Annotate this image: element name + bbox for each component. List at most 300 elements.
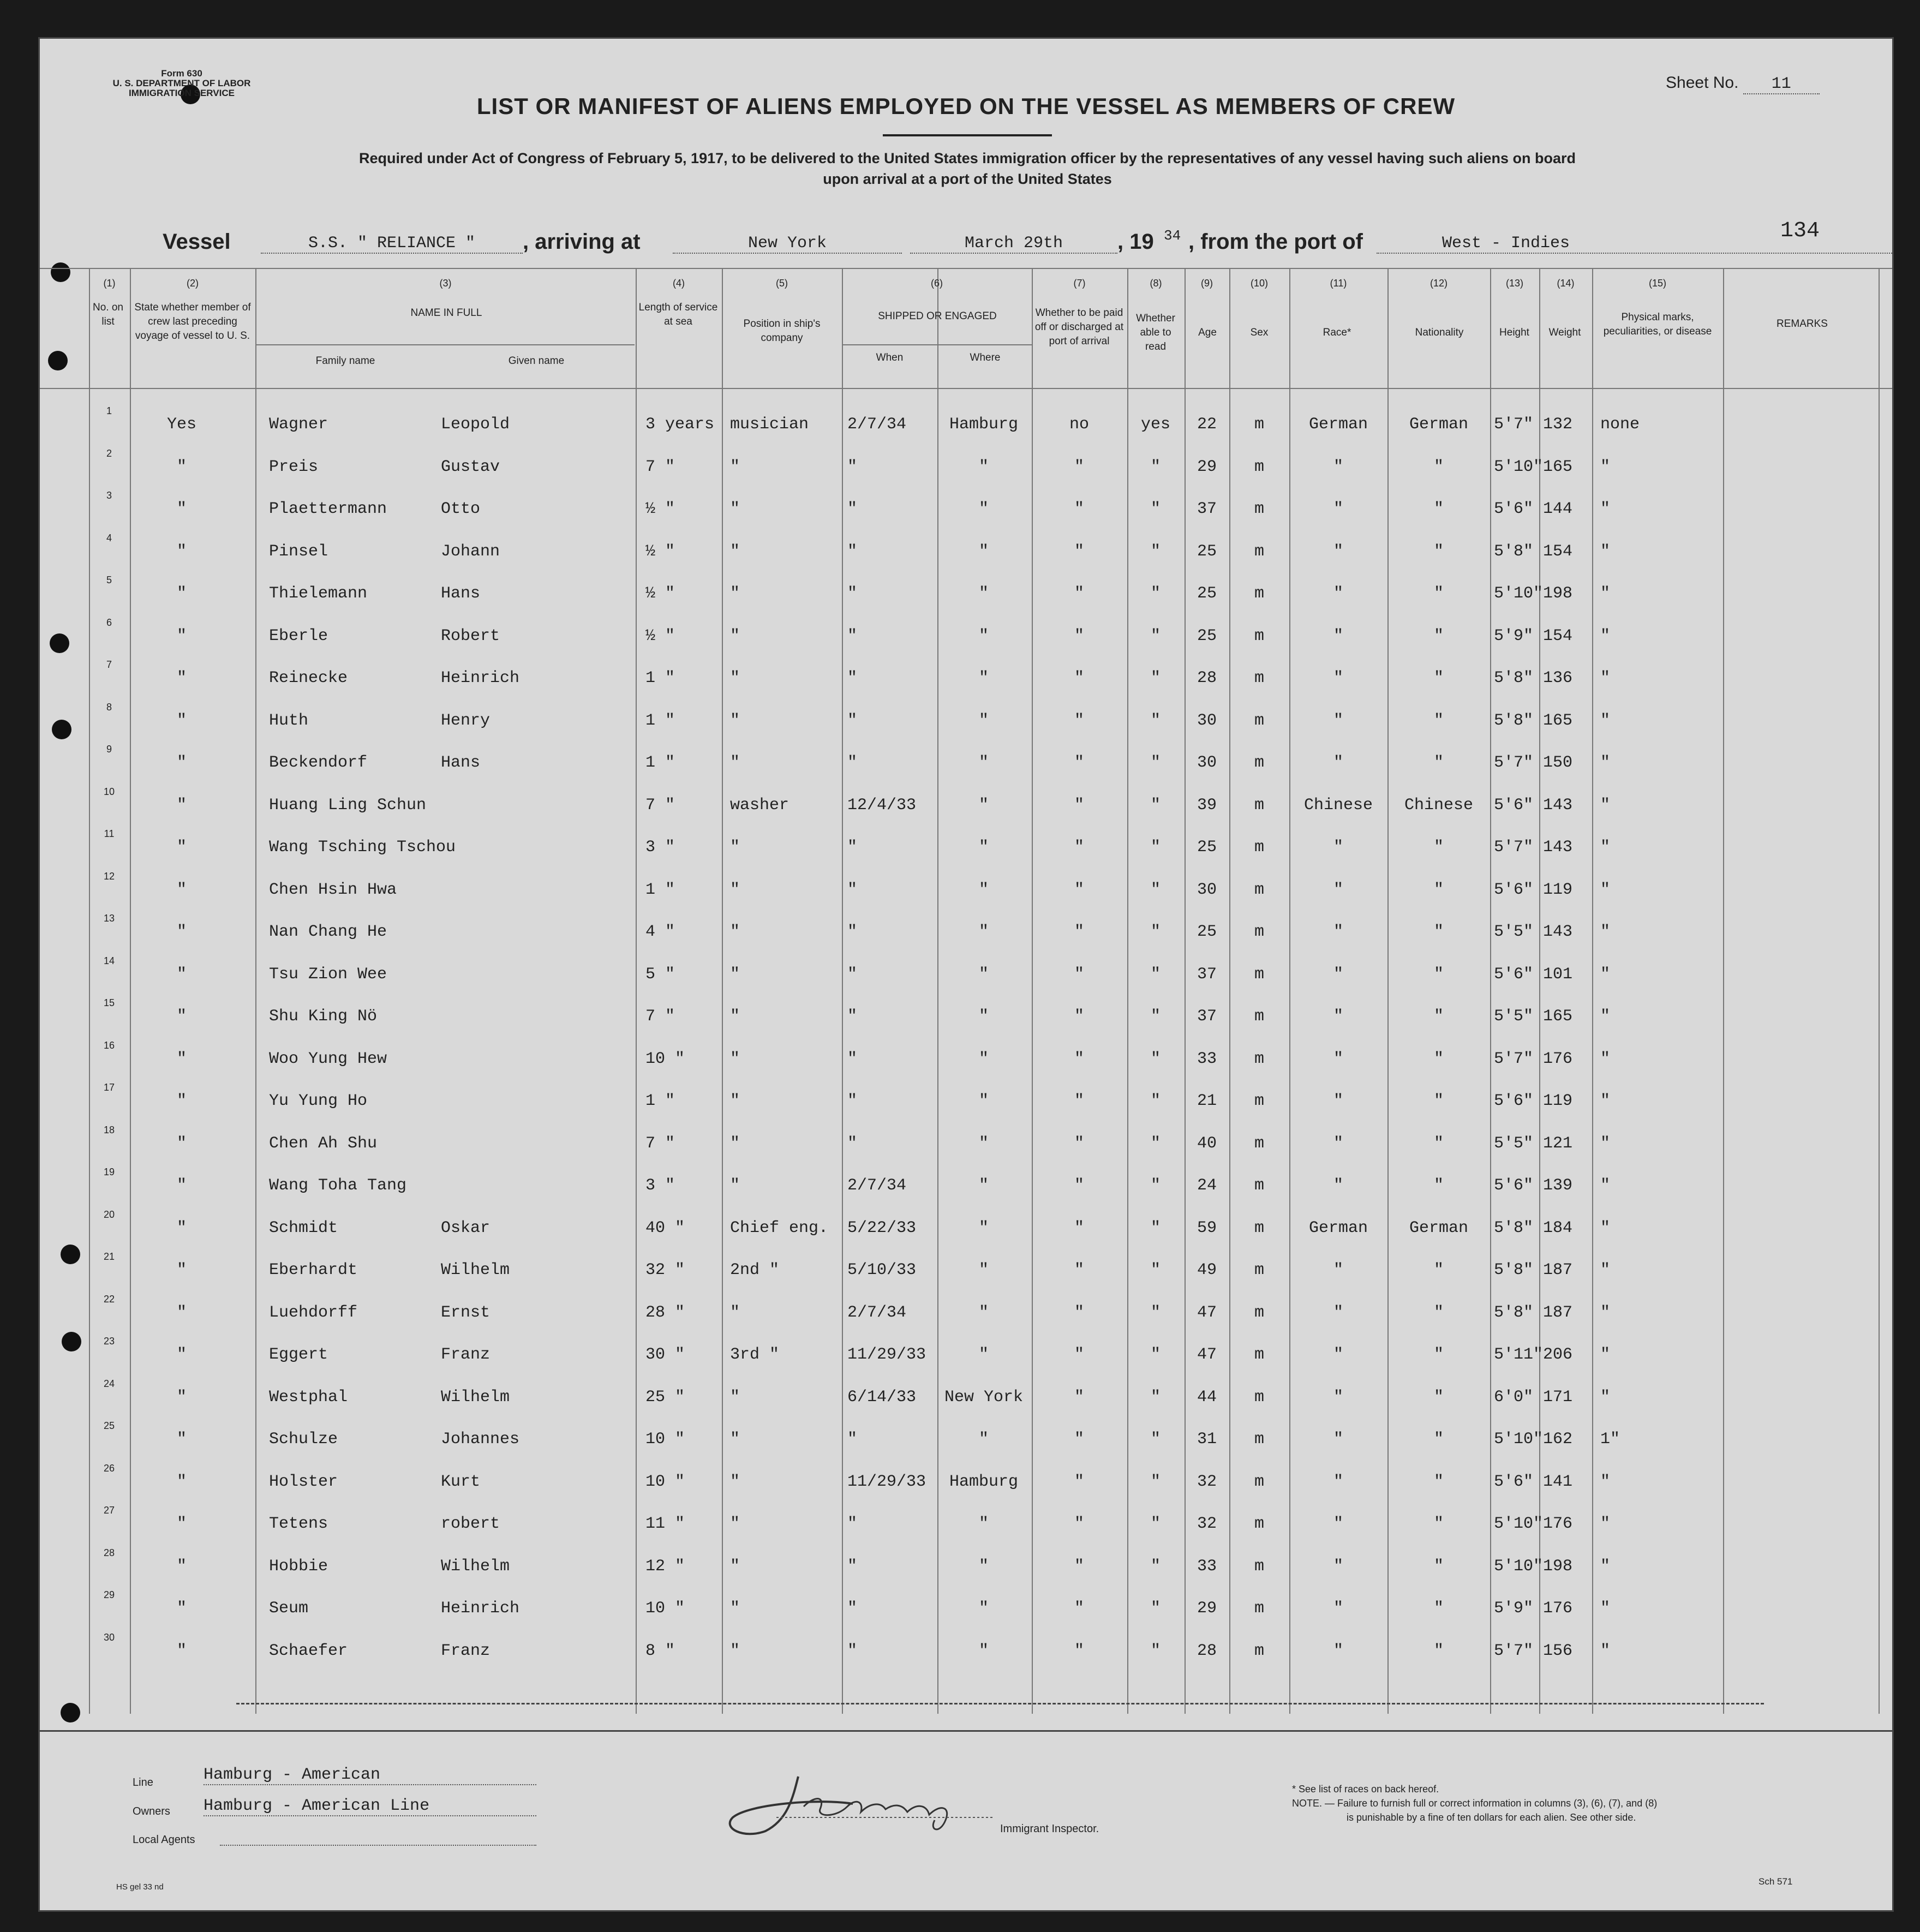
column-divider [255,268,256,1714]
cell-height: 5'10" [1494,457,1544,476]
cell-prev-voyage: " [176,1134,187,1153]
cell-sex: m [1254,1007,1264,1026]
cell-position: " [730,584,740,603]
column-divider [937,268,938,1714]
cell-weight: 165 [1543,711,1573,730]
cell-length-of-service: 1 " [645,1092,675,1110]
row-number: 1 [106,405,112,416]
column-number: (13) [1505,278,1523,289]
cell-height: 5'6" [1494,500,1534,518]
note-line-1: NOTE. — Failure to furnish full or correct information in columns (3), (6), (7), and (8) [1292,1798,1658,1809]
cell-age: 24 [1197,1176,1217,1195]
column-divider [1387,268,1389,1714]
cell-height: 5'8" [1494,1218,1534,1237]
cell-paid-off: " [1074,1515,1084,1533]
row-divider [40,388,1892,389]
punch-hole [52,720,71,739]
cell-shipped-where: " [978,1641,989,1660]
column-number: (9) [1201,278,1213,289]
cell-physical-marks: none [1600,415,1640,434]
row-number: 23 [103,1336,115,1347]
cell-able-to-read: " [1150,669,1161,687]
cell-prev-voyage: " [176,753,187,772]
cell-height: 5'6" [1494,795,1534,815]
cell-position: " [730,1641,740,1660]
row-number: 26 [103,1462,115,1474]
cell-given-name: Franz [441,1345,491,1364]
cell-race: " [1333,542,1343,561]
cell-given-name: Hans [441,753,481,772]
cell-paid-off: " [1074,1641,1084,1660]
cell-length-of-service: 7 " [645,1134,675,1153]
cell-nationality: German [1409,1218,1469,1237]
end-of-list-line [236,1703,1764,1704]
row-number: 7 [106,659,112,670]
row-divider [842,344,1032,345]
cell-race: " [1333,669,1343,687]
cell-family-name: Huth [269,711,309,730]
cell-able-to-read: " [1150,500,1161,518]
cell-shipped-where: " [978,923,989,941]
cell-shipped-where: " [978,1599,989,1618]
column-number: (3) [439,278,452,289]
cell-able-to-read: " [1150,1134,1161,1153]
column-divider [1879,268,1880,1714]
cell-family-name: Eberle [269,626,328,645]
cell-nationality: " [1433,1599,1444,1618]
cell-nationality: " [1433,1092,1444,1110]
cell-paid-off: " [1074,1218,1084,1237]
cell-family-name: Pinsel [269,542,328,561]
cell-prev-voyage: " [176,1641,187,1660]
cell-shipped-where: " [978,1134,989,1153]
row-divider [255,344,635,345]
cell-height: 6'0" [1494,1387,1534,1407]
cell-physical-marks: " [1600,1303,1611,1322]
cell-physical-marks: " [1600,1472,1611,1491]
cell-age: 25 [1197,626,1217,645]
cell-shipped-when: " [847,542,858,561]
cell-shipped-where: " [978,838,989,857]
manifest-sheet [38,37,1894,1912]
cell-height: 5'8" [1494,542,1534,561]
cell-physical-marks: " [1600,1007,1611,1026]
cell-height: 5'7" [1494,753,1534,772]
row-number: 10 [103,786,115,797]
cell-able-to-read: " [1150,1092,1161,1110]
cell-paid-off: " [1074,1049,1084,1068]
cell-length-of-service: 3 " [645,838,675,857]
cell-shipped-when: 2/7/34 [847,1303,907,1322]
cell-paid-off: " [1074,500,1084,518]
cell-given-name: Otto [441,500,481,518]
cell-able-to-read: " [1150,1176,1161,1195]
cell-nationality: " [1433,838,1444,857]
cell-family-name: Thielemann [269,584,368,603]
cell-given-name: Wilhelm [441,1261,510,1279]
cell-shipped-when: " [847,880,858,899]
cell-shipped-when: " [847,923,858,941]
cell-paid-off: no [1069,415,1089,434]
cell-height: 5'5" [1494,1007,1534,1026]
from-port: West - Indies [1377,234,1894,254]
cell-race: " [1333,626,1343,645]
cell-nationality: " [1433,1345,1444,1364]
cell-height: 5'7" [1494,1049,1534,1068]
cell-weight: 187 [1543,1303,1573,1322]
column-divider [636,268,637,1714]
cell-weight: 141 [1543,1472,1573,1491]
col-header-remarks: REMARKS [1777,318,1828,330]
cell-race: " [1333,1387,1343,1407]
punch-hole [61,1703,80,1722]
cell-family-name: Woo Yung Hew [269,1049,387,1068]
cell-sex: m [1254,1176,1264,1195]
cell-height: 5'6" [1494,1472,1534,1491]
cell-length-of-service: 7 " [645,1007,675,1026]
cell-paid-off: " [1074,923,1084,941]
cell-height: 5'8" [1494,1303,1534,1322]
cell-position: " [730,965,740,984]
cell-physical-marks: " [1600,1515,1611,1533]
cell-shipped-where: " [978,1176,989,1195]
cell-weight: 144 [1543,500,1573,518]
cell-sex: m [1254,1261,1264,1279]
cell-given-name: Heinrich [441,1599,520,1618]
cell-length-of-service: 10 " [645,1430,685,1449]
cell-position: " [730,838,740,857]
col-header-nationality: Nationality [1415,327,1464,338]
cell-nationality: " [1433,542,1444,561]
cell-paid-off: " [1074,1261,1084,1279]
cell-sex: m [1254,711,1264,730]
owners-label: Owners [133,1805,170,1817]
cell-physical-marks: " [1600,542,1611,561]
cell-family-name: Westphal [269,1387,348,1407]
row-number: 6 [106,617,112,628]
cell-paid-off: " [1074,1303,1084,1322]
cell-paid-off: " [1074,584,1084,603]
cell-shipped-where: " [978,753,989,772]
column-divider [1032,268,1033,1714]
cell-length-of-service: 1 " [645,711,675,730]
cell-sex: m [1254,669,1264,687]
cell-given-name: Robert [441,626,500,645]
row-number: 25 [103,1420,115,1431]
column-divider [722,268,723,1714]
column-number: (11) [1330,278,1347,289]
arriving-at: New York [673,234,902,254]
cell-shipped-where: " [978,1430,989,1449]
cell-prev-voyage: " [176,1599,187,1618]
cell-age: 37 [1197,500,1217,518]
punch-hole [61,1245,80,1264]
cell-shipped-when: " [847,965,858,984]
cell-prev-voyage: " [176,1345,187,1364]
col-header-no: No. on list [93,302,123,327]
cell-weight: 171 [1543,1387,1573,1407]
col-header-height: Height [1499,327,1529,338]
footer-rule [40,1730,1892,1732]
column-number: (8) [1150,278,1162,289]
column-divider [1127,268,1128,1714]
cell-physical-marks: " [1600,1641,1611,1660]
cell-age: 25 [1197,838,1217,857]
print-code: HS gel 33 nd [116,1882,164,1892]
cell-position: " [730,711,740,730]
cell-family-name: Schaefer [269,1641,348,1660]
cell-paid-off: " [1074,1007,1084,1026]
cell-shipped-where: " [978,1092,989,1110]
cell-paid-off: " [1074,1557,1084,1576]
row-divider [40,268,1892,269]
cell-position: " [730,1176,740,1195]
cell-age: 30 [1197,880,1217,899]
column-number: (2) [187,278,199,289]
cell-sex: m [1254,1218,1264,1237]
sheet-number-label: Sheet No. [1666,74,1739,92]
cell-sex: m [1254,753,1264,772]
cell-race: " [1333,1472,1343,1491]
cell-weight: 119 [1543,880,1573,899]
col-header-paid-off: Whether to be paid off or discharged at port of arrival [1034,307,1124,347]
cell-paid-off: " [1074,1134,1084,1153]
cell-paid-off: " [1074,1387,1084,1407]
cell-sex: m [1254,880,1264,899]
cell-prev-voyage: " [176,1261,187,1279]
cell-prev-voyage: " [176,711,187,730]
row-number: 11 [104,828,115,839]
cell-race: " [1333,1049,1343,1068]
column-divider [89,268,90,1714]
cell-paid-off: " [1074,795,1084,815]
cell-sex: m [1254,542,1264,561]
cell-nationality: " [1433,711,1444,730]
cell-race: German [1308,415,1368,434]
cell-height: 5'8" [1494,711,1534,730]
cell-given-name: Kurt [441,1472,481,1491]
cell-family-name: Beckendorf [269,753,368,772]
col-header-when: When [876,352,904,363]
cell-able-to-read: " [1150,753,1161,772]
cell-age: 40 [1197,1134,1217,1153]
cell-paid-off: " [1074,711,1084,730]
note-line-2: is punishable by a fine of ten dollars for each alien. See other side. [1347,1812,1636,1823]
local-agents-line [220,1845,536,1846]
cell-position: musician [730,415,809,434]
cell-height: 5'7" [1494,838,1534,857]
cell-weight: 143 [1543,838,1573,857]
cell-physical-marks: " [1600,1261,1611,1279]
column-number: (5) [776,278,788,289]
cell-paid-off: " [1074,1599,1084,1618]
col-header-race: Race* [1323,327,1351,338]
cell-shipped-when: " [847,1515,858,1533]
cell-age: 47 [1197,1303,1217,1322]
col-header-weight: Weight [1548,327,1581,338]
cell-able-to-read: " [1150,1472,1161,1491]
cell-given-name: Johann [441,542,500,561]
cell-race: Chinese [1303,795,1373,815]
cell-able-to-read: yes [1140,415,1170,434]
cell-age: 21 [1197,1092,1217,1110]
cell-able-to-read: " [1150,711,1161,730]
year-suffix: 34 [1164,228,1181,244]
cell-nationality: " [1433,1515,1444,1533]
cell-given-name: Wilhelm [441,1387,510,1407]
cell-weight: 176 [1543,1515,1573,1533]
cell-position: " [730,880,740,899]
cell-weight: 136 [1543,669,1573,687]
cell-able-to-read: " [1150,1387,1161,1407]
cell-age: 30 [1197,711,1217,730]
cell-able-to-read: " [1150,1599,1161,1618]
cell-prev-voyage: " [176,1303,187,1322]
cell-physical-marks: " [1600,457,1611,476]
column-number: (1) [103,278,116,289]
cell-weight: 150 [1543,753,1573,772]
cell-able-to-read: " [1150,584,1161,603]
cell-weight: 132 [1543,415,1573,434]
col-header-length-service: Length of service at sea [638,302,718,327]
from-label: , from the port of [1188,230,1363,254]
cell-age: 44 [1197,1387,1217,1407]
cell-able-to-read: " [1150,923,1161,941]
cell-prev-voyage: " [176,584,187,603]
cell-weight: 198 [1543,584,1573,603]
cell-position: " [730,1387,740,1407]
row-number: 16 [103,1039,115,1051]
cell-length-of-service: 7 " [645,795,675,815]
cell-age: 33 [1197,1557,1217,1576]
cell-physical-marks: " [1600,584,1611,603]
cell-length-of-service: 7 " [645,457,675,476]
row-number: 27 [103,1505,115,1516]
column-divider [130,268,131,1714]
cell-age: 28 [1197,669,1217,687]
cell-paid-off: " [1074,1472,1084,1491]
cell-physical-marks: " [1600,500,1611,518]
col-header-where: Where [970,352,1001,363]
cell-able-to-read: " [1150,965,1161,984]
cell-age: 39 [1197,795,1217,815]
cell-family-name: Reinecke [269,669,348,687]
vessel-label: Vessel [163,230,231,254]
cell-able-to-read: " [1150,1557,1161,1576]
cell-height: 5'5" [1494,1134,1534,1153]
cell-shipped-when: 2/7/34 [847,415,907,434]
cell-family-name: Luehdorff [269,1303,358,1322]
cell-physical-marks: " [1600,1599,1611,1618]
cell-physical-marks: " [1600,838,1611,857]
cell-race: German [1308,1218,1368,1237]
cell-height: 5'6" [1494,1092,1534,1110]
cell-nationality: " [1433,457,1444,476]
cell-paid-off: " [1074,1092,1084,1110]
cell-shipped-when: 12/4/33 [847,795,917,815]
cell-length-of-service: 3 years [645,415,715,434]
cell-length-of-service: 10 " [645,1472,685,1491]
cell-length-of-service: 25 " [645,1387,685,1407]
cell-height: 5'9" [1494,1599,1534,1618]
cell-physical-marks: " [1600,1218,1611,1237]
cell-weight: 143 [1543,923,1573,941]
cell-sex: m [1254,795,1264,815]
cell-position: Chief eng. [730,1218,829,1237]
row-number: 15 [103,997,115,1008]
cell-physical-marks: " [1600,1176,1611,1195]
cell-age: 29 [1197,1599,1217,1618]
cell-race: " [1333,584,1343,603]
cell-position: washer [730,795,789,815]
punch-hole [62,1332,81,1351]
cell-length-of-service: 32 " [645,1261,685,1279]
column-number: (4) [673,278,685,289]
cell-prev-voyage: " [176,1472,187,1491]
cell-length-of-service: 8 " [645,1641,675,1660]
cell-weight: 101 [1543,965,1573,984]
cell-nationality: " [1433,626,1444,645]
cell-age: 37 [1197,1007,1217,1026]
cell-position: " [730,1049,740,1068]
arriving-label: , arriving at [523,230,641,254]
document-title: LIST OR MANIFEST OF ALIENS EMPLOYED ON THE VESSEL AS MEMBERS OF CREW [476,93,1456,119]
cell-prev-voyage: " [176,500,187,518]
line-label: Line [133,1777,153,1789]
cell-able-to-read: " [1150,542,1161,561]
cell-sex: m [1254,1387,1264,1407]
cell-position: " [730,669,740,687]
cell-race: " [1333,1007,1343,1026]
title-rule [883,134,1052,136]
cell-given-name: Ernst [441,1303,491,1322]
cell-position: " [730,626,740,645]
cell-sex: m [1254,1557,1264,1576]
cell-given-name: robert [441,1515,500,1533]
cell-prev-voyage: " [176,1387,187,1407]
cell-shipped-where: " [978,1345,989,1364]
punch-hole [50,633,69,653]
cell-prev-voyage: " [176,838,187,857]
cell-nationality: German [1409,415,1469,434]
cell-family-name: Eggert [269,1345,328,1364]
row-number: 18 [103,1124,115,1135]
cell-nationality: " [1433,669,1444,687]
cell-height: 5'10" [1494,1430,1544,1449]
column-divider [842,268,843,1714]
cell-physical-marks: " [1600,1049,1611,1068]
cell-able-to-read: " [1150,1515,1161,1533]
cell-family-name: Nan Chang He [269,923,387,941]
cell-height: 5'7" [1494,1641,1534,1660]
col-header-position: Position in ship's company [743,318,821,344]
cell-prev-voyage: " [176,1557,187,1576]
cell-shipped-where: " [978,1218,989,1237]
cell-nationality: " [1433,1472,1444,1491]
cell-shipped-where: " [978,584,989,603]
cell-prev-voyage: " [176,1007,187,1026]
cell-family-name: Tetens [269,1515,328,1533]
cell-paid-off: " [1074,626,1084,645]
cell-prev-voyage: " [176,669,187,687]
cell-prev-voyage: " [176,1515,187,1533]
cell-given-name: Heinrich [441,669,520,687]
cell-height: 5'11" [1494,1345,1544,1364]
cell-physical-marks: " [1600,965,1611,984]
cell-weight: 143 [1543,795,1573,815]
column-number: (12) [1429,278,1448,289]
cell-weight: 156 [1543,1641,1573,1660]
